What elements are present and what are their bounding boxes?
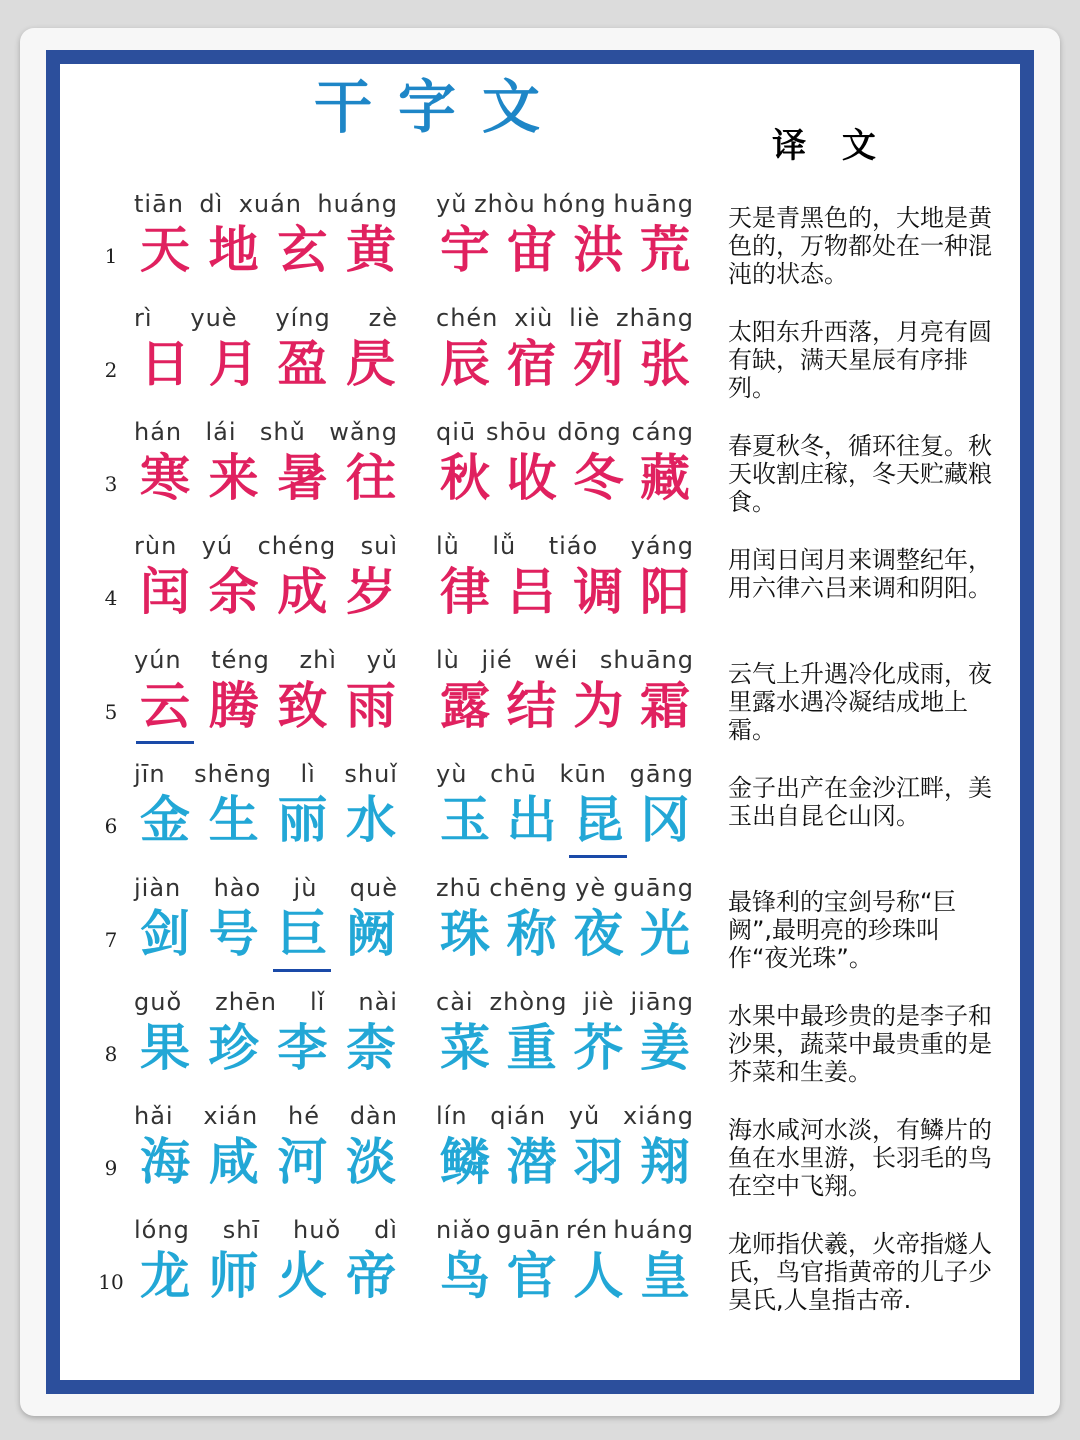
hanzi-character: 收: [506, 448, 557, 507]
verse-number: 4: [104, 586, 118, 610]
pinyin-line-right: [436, 532, 694, 560]
pinyin-syllable: hóng: [542, 190, 607, 218]
pinyin-syllable: dì: [374, 1216, 398, 1244]
hanzi-character: 昆: [569, 788, 627, 852]
pinyin-syllable: jiè: [583, 988, 615, 1016]
hanzi-character: 往: [345, 448, 396, 507]
hanzi-character: 夜: [573, 904, 624, 963]
verse-number: 6: [104, 814, 118, 838]
hanzi-line-left: [136, 902, 400, 966]
hanzi-character: 果: [140, 1018, 190, 1077]
pinyin-syllable: guān: [496, 1216, 561, 1244]
hanzi-character: 辰: [440, 334, 490, 393]
verse-row: [0, 874, 1080, 988]
hanzi-character: 闰: [140, 562, 190, 621]
pinyin-line-left: [134, 532, 398, 560]
hanzi-character: 腾: [208, 676, 259, 735]
pinyin-syllable: lù: [436, 646, 460, 674]
hanzi-line-right: [436, 1016, 694, 1080]
hanzi-character: 生: [208, 790, 259, 849]
translation-text: 最锋利的宝剑号称“巨阙”,最明亮的珍珠叫作“夜光珠”。: [728, 888, 957, 972]
pinyin-syllable: huáng: [613, 1216, 694, 1244]
pinyin-syllable: yú: [201, 532, 234, 560]
pinyin-syllable: shuǐ: [344, 760, 398, 788]
hanzi-character: 火: [277, 1246, 328, 1305]
pinyin-syllable: cáng: [631, 418, 694, 446]
pinyin-line-left: [134, 1216, 398, 1244]
pinyin-syllable: kūn: [559, 760, 607, 788]
pinyin-syllable: guǒ: [134, 988, 183, 1016]
pinyin-syllable: yǔ: [568, 1102, 601, 1130]
pinyin-syllable: shōu: [485, 418, 548, 446]
hanzi-character: 珍: [208, 1018, 259, 1077]
pinyin-syllable: lǚ: [492, 532, 517, 560]
pinyin-line-left: [134, 760, 398, 788]
hanzi-character: 淡: [345, 1132, 396, 1191]
hanzi-character: 咸: [208, 1132, 259, 1191]
pinyin-syllable: xuán: [238, 190, 303, 218]
pinyin-syllable: wéi: [534, 646, 579, 674]
verse-row: [0, 418, 1080, 532]
hanzi-character: 羽: [573, 1132, 624, 1191]
hanzi-character: 重: [506, 1018, 557, 1077]
pinyin-syllable: zè: [368, 304, 398, 332]
pinyin-syllable: xiáng: [622, 1102, 694, 1130]
pinyin-syllable: zhòng: [489, 988, 568, 1016]
pinyin-syllable: shī: [222, 1216, 261, 1244]
hanzi-character: 称: [506, 904, 557, 963]
pinyin-line-right: [436, 190, 694, 218]
translation-text: 金子出产在金沙江畔，美玉出自昆仑山冈。: [728, 774, 992, 830]
hanzi-character: 黄: [345, 220, 396, 279]
hanzi-character: 师: [208, 1246, 259, 1305]
pinyin-line-right: [436, 1216, 694, 1244]
hanzi-character: 丽: [277, 790, 328, 849]
pinyin-syllable: yè: [575, 874, 607, 902]
pinyin-syllable: dàn: [349, 1102, 398, 1130]
hanzi-character: 姜: [639, 1018, 690, 1077]
hanzi-character: 寒: [140, 448, 190, 507]
hanzi-character: 潜: [506, 1132, 557, 1191]
hanzi-line-left: [136, 560, 400, 624]
pinyin-syllable: xiù: [514, 304, 554, 332]
pinyin-syllable: lóng: [134, 1216, 190, 1244]
hanzi-character: 张: [639, 334, 690, 393]
hanzi-character: 暑: [277, 448, 328, 507]
hanzi-line-left: [136, 788, 400, 852]
pinyin-line-left: [134, 304, 398, 332]
pinyin-syllable: yún: [134, 646, 182, 674]
hanzi-character: 吕: [506, 562, 557, 621]
pinyin-line-right: [436, 304, 694, 332]
hanzi-character: 月: [208, 334, 259, 393]
hanzi-line-left: [136, 674, 400, 738]
hanzi-line-left: [136, 218, 400, 282]
hanzi-character: 露: [440, 676, 490, 735]
hanzi-character: 天: [140, 220, 190, 279]
hanzi-character: 宇: [440, 220, 490, 279]
hanzi-line-right: [436, 1244, 694, 1308]
pinyin-syllable: téng: [211, 646, 270, 674]
translation-text: 云气上升遇冷化成雨，夜里露水遇冷凝结成地上霜。: [728, 660, 992, 744]
pinyin-syllable: tiáo: [548, 532, 599, 560]
hanzi-character: 冬: [573, 448, 624, 507]
pinyin-syllable: lín: [436, 1102, 468, 1130]
pinyin-line-left: [134, 874, 398, 902]
hanzi-character: 阙: [345, 904, 396, 963]
hanzi-character: 珠: [440, 904, 490, 963]
hanzi-character: 盈: [277, 334, 328, 393]
pinyin-syllable: hán: [134, 418, 183, 446]
hanzi-character: 藏: [639, 448, 690, 507]
verse-number: 3: [104, 472, 118, 496]
pinyin-syllable: shēng: [194, 760, 272, 788]
hanzi-line-right: [436, 332, 694, 396]
verse-number: 8: [104, 1042, 118, 1066]
translation-text: 太阳东升西落，月亮有圆有缺，满天星辰有序排列。: [728, 318, 992, 402]
hanzi-character: 号: [208, 904, 259, 963]
pinyin-syllable: shuāng: [599, 646, 694, 674]
hanzi-character: 柰: [345, 1018, 396, 1077]
hanzi-character: 菜: [440, 1018, 490, 1077]
hanzi-character: 河: [277, 1132, 328, 1191]
pinyin-syllable: chéng: [257, 532, 337, 560]
pinyin-line-right: [436, 418, 694, 446]
verse-row: [0, 1216, 1080, 1330]
pinyin-syllable: lì: [300, 760, 316, 788]
translation-text: 用闰日闰月来调整纪年，用六律六吕来调和阴阳。: [728, 546, 992, 602]
verse-number: 5: [104, 700, 118, 724]
hanzi-character: 云: [136, 674, 194, 738]
pinyin-syllable: zhì: [299, 646, 337, 674]
pinyin-syllable: zhāng: [616, 304, 694, 332]
verse-number: 10: [98, 1270, 124, 1294]
pinyin-syllable: guāng: [613, 874, 694, 902]
pinyin-syllable: huǒ: [293, 1216, 342, 1244]
pinyin-syllable: dōng: [557, 418, 622, 446]
verse-row: [0, 646, 1080, 760]
pinyin-syllable: qiū: [436, 418, 477, 446]
hanzi-line-right: [436, 1130, 694, 1194]
hanzi-character: 成: [277, 562, 328, 621]
hanzi-character: 宙: [506, 220, 557, 279]
pinyin-syllable: chū: [490, 760, 537, 788]
hanzi-character: 官: [506, 1246, 557, 1305]
verse-number: 2: [104, 358, 118, 382]
pinyin-syllable: hé: [288, 1102, 320, 1130]
hanzi-character: 鳞: [440, 1132, 490, 1191]
pinyin-line-left: [134, 988, 398, 1016]
pinyin-syllable: rì: [134, 304, 153, 332]
hanzi-character: 出: [506, 790, 557, 849]
hanzi-line-right: [436, 446, 694, 510]
hanzi-character: 金: [140, 790, 190, 849]
pinyin-syllable: lái: [205, 418, 237, 446]
hanzi-character: 列: [573, 334, 624, 393]
pinyin-line-left: [134, 646, 398, 674]
pinyin-syllable: zhòu: [474, 190, 536, 218]
pinyin-syllable: rùn: [134, 532, 178, 560]
pinyin-syllable: huáng: [317, 190, 398, 218]
hanzi-character: 人: [573, 1246, 624, 1305]
hanzi-character: 调: [573, 562, 624, 621]
pinyin-syllable: yuè: [190, 304, 238, 332]
verse-row: [0, 988, 1080, 1102]
pinyin-syllable: jié: [481, 646, 513, 674]
translation-text: 春夏秋冬，循环往复。秋天收割庄稼，冬天贮藏粮食。: [728, 432, 992, 516]
hanzi-character: 致: [277, 676, 328, 735]
hanzi-line-right: [436, 674, 694, 738]
hanzi-character: 霜: [639, 676, 690, 735]
pinyin-syllable: chēng: [489, 874, 568, 902]
pinyin-line-right: [436, 988, 694, 1016]
translation-header: 译 文: [772, 126, 888, 166]
pinyin-syllable: yǔ: [436, 190, 468, 218]
hanzi-character: 岁: [345, 562, 396, 621]
hanzi-character: 剑: [140, 904, 190, 963]
hanzi-line-right: [436, 560, 694, 624]
pinyin-line-right: [436, 874, 694, 902]
hanzi-character: 光: [639, 904, 690, 963]
pinyin-syllable: chén: [436, 304, 499, 332]
hanzi-line-right: [436, 218, 694, 282]
pinyin-syllable: yù: [436, 760, 468, 788]
pinyin-syllable: gāng: [629, 760, 694, 788]
pinyin-line-right: [436, 646, 694, 674]
pinyin-line-right: [436, 760, 694, 788]
verse-row: [0, 760, 1080, 874]
hanzi-character: 芥: [573, 1018, 624, 1077]
hanzi-character: 玉: [440, 790, 490, 849]
translation-text: 龙师指伏羲，火帝指燧人氏，鸟官指黄帝的儿子少昊氏,人皇指古帝.: [728, 1230, 992, 1314]
pinyin-syllable: suì: [360, 532, 398, 560]
pinyin-syllable: zhēn: [215, 988, 277, 1016]
hanzi-character: 阳: [639, 562, 690, 621]
hanzi-character: 皇: [639, 1246, 690, 1305]
pinyin-syllable: lǐ: [310, 988, 326, 1016]
pinyin-syllable: rén: [565, 1216, 609, 1244]
hanzi-line-left: [136, 1016, 400, 1080]
pinyin-syllable: jīn: [134, 760, 166, 788]
hanzi-character: 律: [440, 562, 490, 621]
translation-text: 水果中最珍贵的是李子和沙果，蔬菜中最贵重的是芥菜和生姜。: [728, 1002, 992, 1086]
pinyin-syllable: tiān: [134, 190, 184, 218]
pinyin-line-left: [134, 418, 398, 446]
pinyin-syllable: huāng: [613, 190, 694, 218]
pinyin-syllable: jiāng: [630, 988, 694, 1016]
pinyin-syllable: yáng: [630, 532, 694, 560]
verse-number: 7: [104, 928, 118, 952]
verse-row: [0, 532, 1080, 646]
hanzi-character: 帝: [345, 1246, 396, 1305]
hanzi-line-right: [436, 902, 694, 966]
pinyin-syllable: nài: [358, 988, 398, 1016]
pinyin-syllable: zhū: [436, 874, 483, 902]
hanzi-character: 李: [277, 1018, 328, 1077]
hanzi-character: 来: [208, 448, 259, 507]
hanzi-character: 水: [345, 790, 396, 849]
hanzi-character: 玄: [277, 220, 328, 279]
hanzi-character: 冈: [639, 790, 690, 849]
hanzi-character: 龙: [140, 1246, 190, 1305]
verse-row: [0, 1102, 1080, 1216]
pinyin-syllable: què: [349, 874, 398, 902]
hanzi-character: 鸟: [440, 1246, 490, 1305]
hanzi-line-right: [436, 788, 694, 852]
pinyin-syllable: wǎng: [329, 418, 398, 446]
verse-row: [0, 190, 1080, 304]
pinyin-syllable: qián: [490, 1102, 547, 1130]
pinyin-syllable: yíng: [275, 304, 331, 332]
hanzi-character: 地: [208, 220, 259, 279]
pinyin-syllable: hǎi: [134, 1102, 174, 1130]
pinyin-syllable: jiàn: [134, 874, 182, 902]
page-title: 干字文: [313, 73, 566, 141]
pinyin-syllable: niǎo: [436, 1216, 492, 1244]
hanzi-character: 昃: [345, 334, 396, 393]
hanzi-character: 海: [140, 1132, 190, 1191]
hanzi-line-left: [136, 1130, 400, 1194]
translation-text: 海水咸河水淡，有鳞片的鱼在水里游，长羽毛的鸟在空中飞翔。: [728, 1116, 992, 1200]
pinyin-syllable: hào: [213, 874, 262, 902]
hanzi-line-left: [136, 446, 400, 510]
hanzi-character: 日: [140, 334, 190, 393]
hanzi-line-left: [136, 1244, 400, 1308]
pinyin-syllable: lǜ: [436, 532, 460, 560]
pinyin-syllable: shǔ: [259, 418, 306, 446]
translation-text: 天是青黑色的，大地是黄色的，万物都处在一种混沌的状态。: [728, 204, 992, 288]
hanzi-character: 秋: [440, 448, 490, 507]
pinyin-line-right: [436, 1102, 694, 1130]
hanzi-character: 荒: [639, 220, 690, 279]
pinyin-line-left: [134, 1102, 398, 1130]
hanzi-character: 巨: [273, 902, 331, 966]
verse-number: 9: [104, 1156, 118, 1180]
hanzi-character: 宿: [506, 334, 557, 393]
hanzi-character: 洪: [573, 220, 624, 279]
hanzi-character: 翔: [639, 1132, 690, 1191]
hanzi-character: 余: [208, 562, 259, 621]
pinyin-syllable: liè: [569, 304, 601, 332]
hanzi-line-left: [136, 332, 400, 396]
pinyin-syllable: dì: [199, 190, 224, 218]
verse-number: 1: [104, 244, 118, 268]
hanzi-character: 雨: [345, 676, 396, 735]
pinyin-line-left: [134, 190, 398, 218]
verse-row: [0, 304, 1080, 418]
hanzi-character: 为: [573, 676, 624, 735]
pinyin-syllable: yǔ: [366, 646, 398, 674]
hanzi-character: 结: [506, 676, 557, 735]
pinyin-syllable: xián: [203, 1102, 259, 1130]
pinyin-syllable: cài: [436, 988, 474, 1016]
pinyin-syllable: jù: [293, 874, 318, 902]
